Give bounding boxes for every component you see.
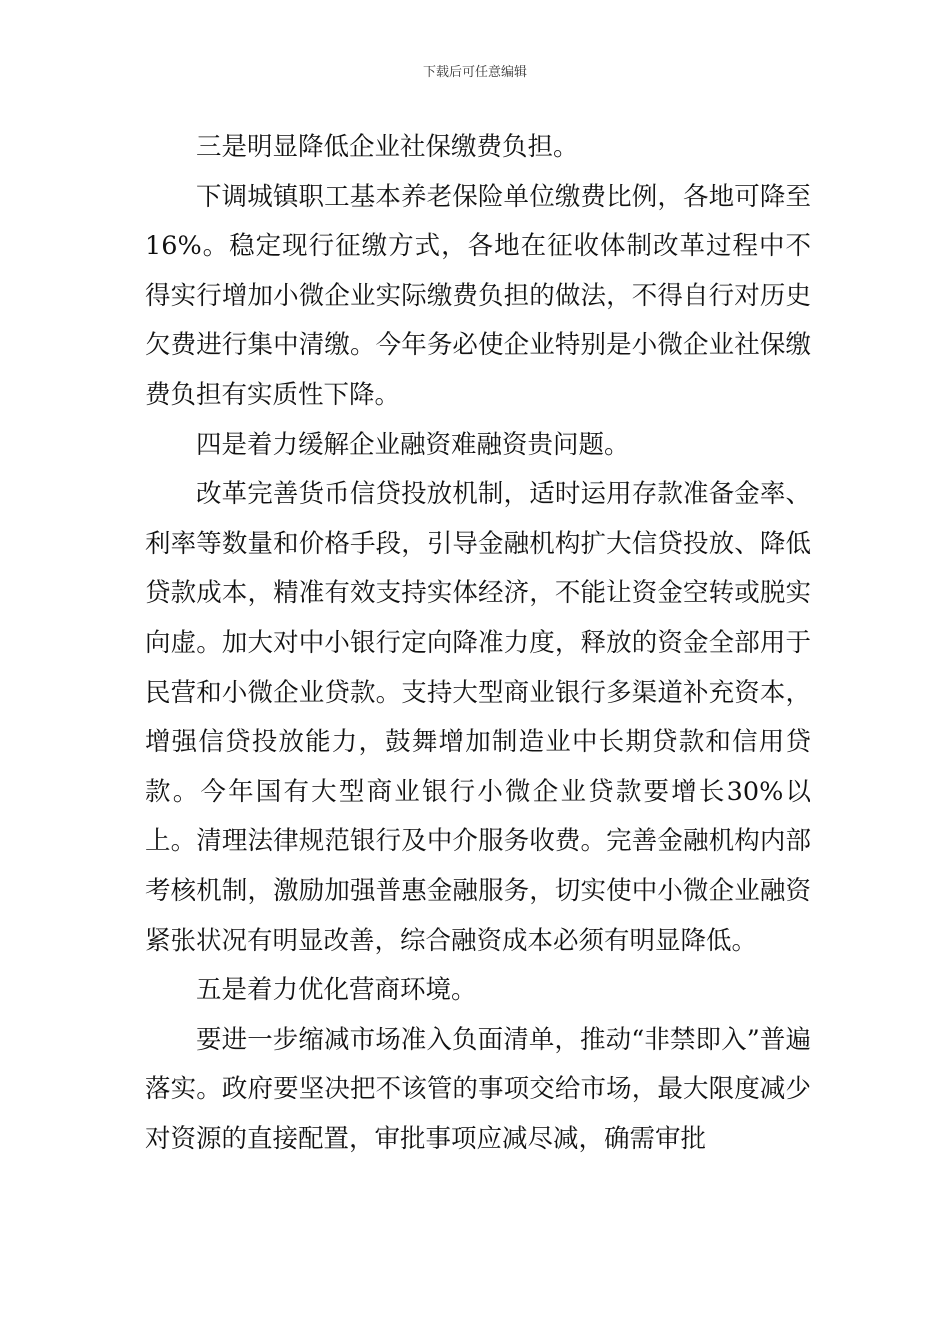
body-paragraph-pension-rate: 下调城镇职工基本养老保险单位缴费比例，各地可降至16%。稳定现行征缴方式，各地在征收体制改革过程中不得实行增加小微企业实际缴费负担的做法，不得自行对历史欠费进行集中清缴。今年务必使企业特别是小微企业社保缴费负担有实质性下降。 (145, 181, 811, 410)
page-header-note: 下载后可任意编辑 (422, 65, 527, 80)
section-heading-financing: 四是着力缓解企业融资难融资贵问题。 (196, 429, 630, 460)
section-heading-business-environment: 五是着力优化营商环境。 (196, 975, 477, 1006)
body-paragraph-credit-mechanism: 改革完善货币信贷投放机制，适时运用存款准备金率、利率等数量和价格手段，引导金融机构扩大信贷投放、降低贷款成本，精准有效支持实体经济，不能让资金空转或脱实向虚。加大对中小银行定向降准力度，释放的资金全部用于民营和小微企业贷款。支持大型商业银行多渠道补充资本，增强信贷投放能力，鼓舞增加制造业中长期贷款和信用贷款。今年国有大型商业银行小微企业贷款要增长30%以上。清理法律规范银行及中介服务收费。完善金融机构内部考核机制，激励加强普惠金融服务，切实使中小微企业融资紧张状况有明显改善，综合融资成本必须有明显降低。 (145, 479, 811, 956)
section-heading-social-insurance: 三是明显降低企业社保缴费负担。 (196, 132, 579, 162)
body-paragraph-market-access: 要进一步缩减市场准入负面清单，推动“非禁即入”普遍落实。政府要坚决把不该管的事项交给市场，最大限度减少对资源的直接配置，审批事项应减尽减，确需审批 (145, 1024, 811, 1154)
document-body (145, 123, 811, 1164)
